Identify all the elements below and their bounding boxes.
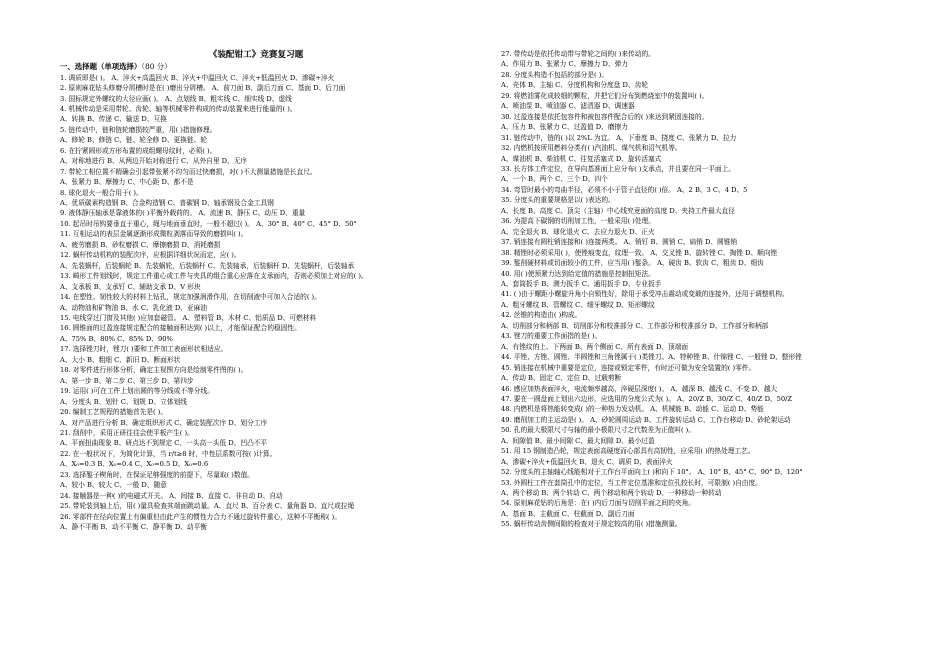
question-line: 39. 錾削硬材料或切面较小的工件，应当用( )錾条。 A、硬齿 B、软齿 C、粗齿 D、细齿 [501, 259, 764, 268]
question-line: A、75% B、80% C、85% D、90% [60, 334, 173, 343]
question-line: 32. 内燃机按所用燃料分类有( )汽油机、煤气机和沼气机等。 [501, 144, 682, 153]
question-line: 41. ( )由于螺距小螺旋升角小自锁性好，除用于承受冲击震动或变载的连接外，还用于调整机构。 [501, 290, 789, 299]
question-line: 5. 链传动中，链和链轮磨损较严重，用( )措施修理。 [60, 125, 217, 134]
question-line: A、渗碳+淬火+低温回火 B、退火 C、调质 D、表面淬火 [501, 457, 673, 466]
question-line: 30. 过盈连接是依托包容件和被包容件配合后的( )来达到紧固连接的。 [501, 112, 709, 121]
question-line: 48. 内燃机是将热能转变成( )的一种热力发动机。 A、机械能 B、动能 C、运动 D、势能 [501, 405, 764, 414]
question-line: 37. 销连接有圆柱销连接和( )连接两类。 A、销钉 B、圆销 C、扁销 D、圆锥销 [501, 238, 738, 247]
question-line: 2. 原则麻花钻头修磨分屑槽时是在( )磨出分屑槽。 A、前刀面 B、副后刀面 C、基面 D、后刀面 [60, 84, 346, 93]
question-line: 47. 要在一圆盘面上划出六边形，应选用的分度公式为( )。 A、20/Z B、30/Z C、40/Z D、50/Z [501, 394, 793, 403]
question-line: 23. 选择錾子楔角时，在保证足够强度的前提下，尽量取( )数值。 [60, 470, 254, 479]
question-line: 36. 为提高下碳钢的切削加工性，一般采用( )处理。 [501, 217, 655, 226]
question-line: A、优质碳素构造钢 B、合金构造钢 C、普碳钢 D、轴承钢及合金工具钢 [60, 199, 274, 208]
question-line: A、对称地进行 B、从两边开始对称进行 C、从外自里 D、无序 [60, 157, 248, 166]
question-line: 25. 带轮装到轴上后，用( )量具检查其端面跳动量。A、直尺 B、百分表 C、量角器 D、直尺或拉绳 [60, 502, 355, 511]
question-line: A、大小 B、粗细 C、新旧 D、断面形状 [60, 355, 181, 364]
section-score-note: （80 分） [141, 62, 172, 71]
question-line: A、有锉纹的上、下两面 B、两个侧面 C、所有表面 D、顶端面 [501, 342, 689, 351]
question-line: A、套筒扳手 B、测力扳手 C、通用扳手 D、专业扳手 [501, 279, 662, 288]
left-question-list [60, 73, 452, 533]
question-line: A、一个 B、两个 C、三个 D、四个 [501, 175, 608, 184]
question-line: A、第一步 B、第二步 C、第三步 D、第四步 [60, 376, 194, 385]
question-line: 1. 调质即是( )。 A、淬火+高温回火 B、淬火+中温回火 C、淬火+低温回火 D、渗碳+淬火 [60, 73, 335, 82]
left-column [60, 62, 452, 533]
question-line: 40. 用( )使预紧力达到给定值的措施是控制扭矩法。 [501, 269, 655, 278]
question-line: A、对产品进行分析 B、确定组织形式 C、确定装配次序 D、划分工序 [60, 418, 268, 427]
question-line: A、完全退火 B、球化退火 C、去应力退火 D、正火 [501, 227, 655, 236]
question-line: A、较小 B、较大 C、一般 D、随意 [60, 481, 167, 490]
question-line: 35. 分度头的重要规格是以( )表达的。 [501, 196, 615, 205]
question-line: 46. 感应加热表面淬火，电流频率越高，淬硬层深度( )。 A、越深 B、越浅 C、不变 D、越大 [501, 384, 778, 393]
question-line: 21. 刮削中，采用正研往往会使平板产生( )。 [60, 429, 194, 437]
question-line: A、张紧力 B、摩擦力 C、中心距 D、都不是 [60, 178, 194, 187]
question-line: 12. 蜗杆传动机构的装配次序，应根据详细状况而定，应( )。 [60, 251, 241, 260]
question-line: 49. 磨削加工的主运动是( )。 A、砂轮圆周运动 B、工件旋转运动 C、工作台移动 D、砂轮架运动 [501, 415, 791, 424]
question-line: 31. 链传动中，链的( )以 2%L 为宜。 A、下垂度 B、挠度 C、张紧力 D、拉力 [501, 133, 737, 142]
document-title: 《装配钳工》竞赛复习题 [208, 50, 304, 60]
question-line: 13. 畸形工件划线时，规定工件重心或工件与夹具的组合重心应落在支承面内，否则必须加上对应的( )。 [60, 272, 368, 281]
question-line: 26. 零部件在径向位置上有偏重但由此产生的惯性力合力不通过旋转件重心，这种不平衡称( )。 [60, 512, 341, 521]
question-line: 34. 弯管时最小的弯曲半径，必须不小于管子直径的( )倍。 A、2 B、3 C、4 D、5 [501, 185, 748, 194]
question-line: 22. 在一般状况下，为简化计算，当 r/t≥8 时，中性层系数可按( )计算。 [60, 449, 277, 458]
question-line: 50. 孔的最大极限尺寸与轴的最小极限尺寸之代数差为正值叫( )。 [501, 426, 695, 435]
question-line: 6. 在拧紧圆形或方形布置的成组螺母纹时，必须( )。 [60, 146, 217, 155]
question-line: 55. 蜗杆传动齿侧间隙的检查对于规定较高的用( )措施测量。 [501, 520, 682, 529]
question-line: 11. 互相运动的表层金属逐渐形成微粒剥落而导致的磨损叫( )。 [60, 230, 248, 239]
question-line: A、支承板 B、支承钉 C、辅助支承 D、V 形块 [60, 282, 201, 291]
question-line: 42. 丝锥的构造由( )构成。 [501, 311, 582, 320]
question-line: A、静不平衡 B、动不平衡 C、静平衡 D、动平衡 [60, 523, 207, 532]
question-line: A、间隙值 B、最小间隙 C、最大间隙 D、最小过盈 [501, 436, 655, 445]
question-line: 8. 球化退火一般合用于( )。 [60, 188, 143, 197]
question-line: 9. 液体静压轴承是靠液体的( )平衡外载荷的。 A、流速 B、静压 C、动压 D、重量 [60, 209, 306, 218]
question-line: A、压力 B、张紧力 C、过盈值 D、磨擦力 [501, 123, 628, 132]
question-line: 45. 销连接在机械中重要是定位，连接或锁定零件，有时还可做为安全装置的( )零件。 [501, 363, 756, 372]
question-line: 29. 将燃油雾化成较细的颗粒，并把它们分布到燃烧室中的装置叫( )。 [501, 91, 709, 100]
question-line: 17. 选择锉刀时，锉刀( )要和工件加工表面形状相适应。 [60, 345, 228, 354]
question-line: 54. 原则麻花钻的后角是：在( )内后刀面与切削平面之间的夹角。 [501, 499, 695, 508]
question-line: A、疲劳磨损 B、砂粒磨损 C、摩擦磨损 D、消耗磨损 [60, 240, 221, 249]
question-line: 4. 机械传动是采用带轮、齿轮、轴等机械零件构成的传动装置来进行能量的( )。 [60, 104, 297, 113]
question-line: A、煤油机 B、柴油机 C、往复活塞式 D、旋转活塞式 [501, 154, 662, 163]
question-line: 51. 用 15 钢制造凸轮，规定表面高硬度而心部具有高韧性，应采用( )的热处理工艺。 [501, 447, 755, 456]
question-line: A、先装蜗杆，后装蜗轮 B、先装蜗轮，后装蜗杆 C、先装轴承，后装蜗杆 D、先装蜗杆，后装轴承 [60, 261, 355, 270]
question-line: A、X₀=0.3 B、X₀=0.4 C、X₀=0.5 D、X₀=0.6 [60, 460, 209, 469]
question-line: 10. 起吊时吊钩要垂直于重心，绳与地面垂直时，一般不超过( )。 A、30° B、40° C、45° D、50° [60, 219, 357, 228]
question-line: A、传动 B、固定 C、定位 D、过载剪断 [501, 374, 622, 383]
question-line: A、转换 B、传递 C、输送 D、互换 [60, 115, 167, 124]
question-line: 3. 国标规定外螺纹的大径应画( )。 A、点划线 B、粗实线 C、细实线 D、虚线 [60, 94, 292, 103]
question-line: A、喷油泵 B、喷油器 C、滤清器 D、调速器 [501, 102, 635, 111]
question-line: 18. 对零件进行形体分析，确定主视图方向是绘制零件图的( )。 [60, 366, 248, 375]
question-line: A、基面 B、主截面 C、柱截面 D、副后刀面 [501, 509, 635, 518]
question-line: 16. 圆锥面的过盈连接规定配合的接触面积达到( )以上，才能保证配合的稳固性。 [60, 324, 301, 333]
question-line: A、分度头 B、划针 C、划规 D、立体划线 [60, 397, 187, 406]
question-line: A、粗牙螺纹 B、管螺纹 C、细牙螺纹 D、矩形螺纹 [501, 300, 655, 309]
question-line: A、平面扭曲现象 B、研点达不到规定 C、一头高一头低 D、凹凸不平 [60, 439, 268, 448]
question-line: A、修轮 B、修链 C、链、轮全修 D、更换链、轮 [60, 136, 207, 145]
question-line: 28. 分度头构造不包括的部分是( )。 [501, 70, 609, 79]
question-line: 53. 外圆柱工件在套筒孔中的定位，当工件定位基准和定位孔较长时，可限制( )自由度。 [501, 478, 762, 487]
section-heading [60, 62, 452, 73]
question-line: 33. 长方体工件定位，在导向基准面上应分布( )支承点，并且要在同一平面上。 [501, 164, 736, 173]
question-line: 43. 锉刀的重要工作面指的是( )。 [501, 332, 602, 341]
right-column [501, 49, 893, 530]
question-line: A、长度 B、高度 C、顶尖（主轴）中心线究竟面的高度 D、夹持工件最大直径 [501, 206, 735, 215]
question-line: 52. 分度头的主轴轴心线能相对于工作台平面向上( )和向下 10°。 A、10° B、45° C、90° D、120° [501, 468, 803, 477]
question-line: 20. 编制工艺规程的措施首先是( )。 [60, 408, 168, 417]
question-line: 15. 电线穿过门窗及其他( )应加套磁管。 A、塑料管 B、木材 C、铝质品 D、可燃材料 [60, 314, 317, 323]
question-line: A、切削部分和柄部 B、切削部分和校准部分 C、工作部分和校准部分 D、工作部分和柄部 [501, 321, 769, 330]
question-line: A、两个移动 B、两个转动 C、两个移动和两个转动 D、一种移动一种转动 [501, 489, 722, 498]
question-line: 38. 精锉时必须采用( )，使锉痕变直，纹理一致。 A、交叉锉 B、旋转锉 C、掏锉 D、顺向锉 [501, 248, 778, 257]
question-line: 27. 带传动是依托传动带与带轮之间的( )来传动的。 [501, 50, 655, 58]
right-question-list [501, 49, 893, 530]
question-line: A、壳体 B、主轴 C、分度机构和分度盘 D、齿轮 [501, 81, 648, 90]
question-line: 19. 运用( )可在工件上划出圆的等分线或不等分线。 [60, 387, 214, 396]
question-line: 44. 平锉、方锉、圆锉、半圆锉和三角锉属于( )类锉刀。A、特种锉 B、什锦锉 C、一般锉 D、整形锉 [501, 353, 802, 362]
question-line: 24. 接触器是一种( )的电磁式开关。 A、间接 B、直接 C、非自动 D、自动 [60, 491, 283, 500]
section-heading-text: 一、选择题（单项选择） [60, 62, 142, 71]
question-line: A、作用力 B、张紧力 C、摩擦力 D、弹力 [501, 60, 628, 69]
question-line: A、动物油和矿物油 B、水 C、乳化液 D、亚麻油 [60, 303, 207, 312]
question-line: 7. 带轮工相位置不精确会引起带张紧不均匀而过快磨损，对( )不大测量措施是长直尺。 [60, 167, 317, 176]
question-line: 14. 在塑性、韧性较大的材料上钻孔，规定加强润滑作用，在切削液中可加入合适的( )。 [60, 293, 321, 302]
